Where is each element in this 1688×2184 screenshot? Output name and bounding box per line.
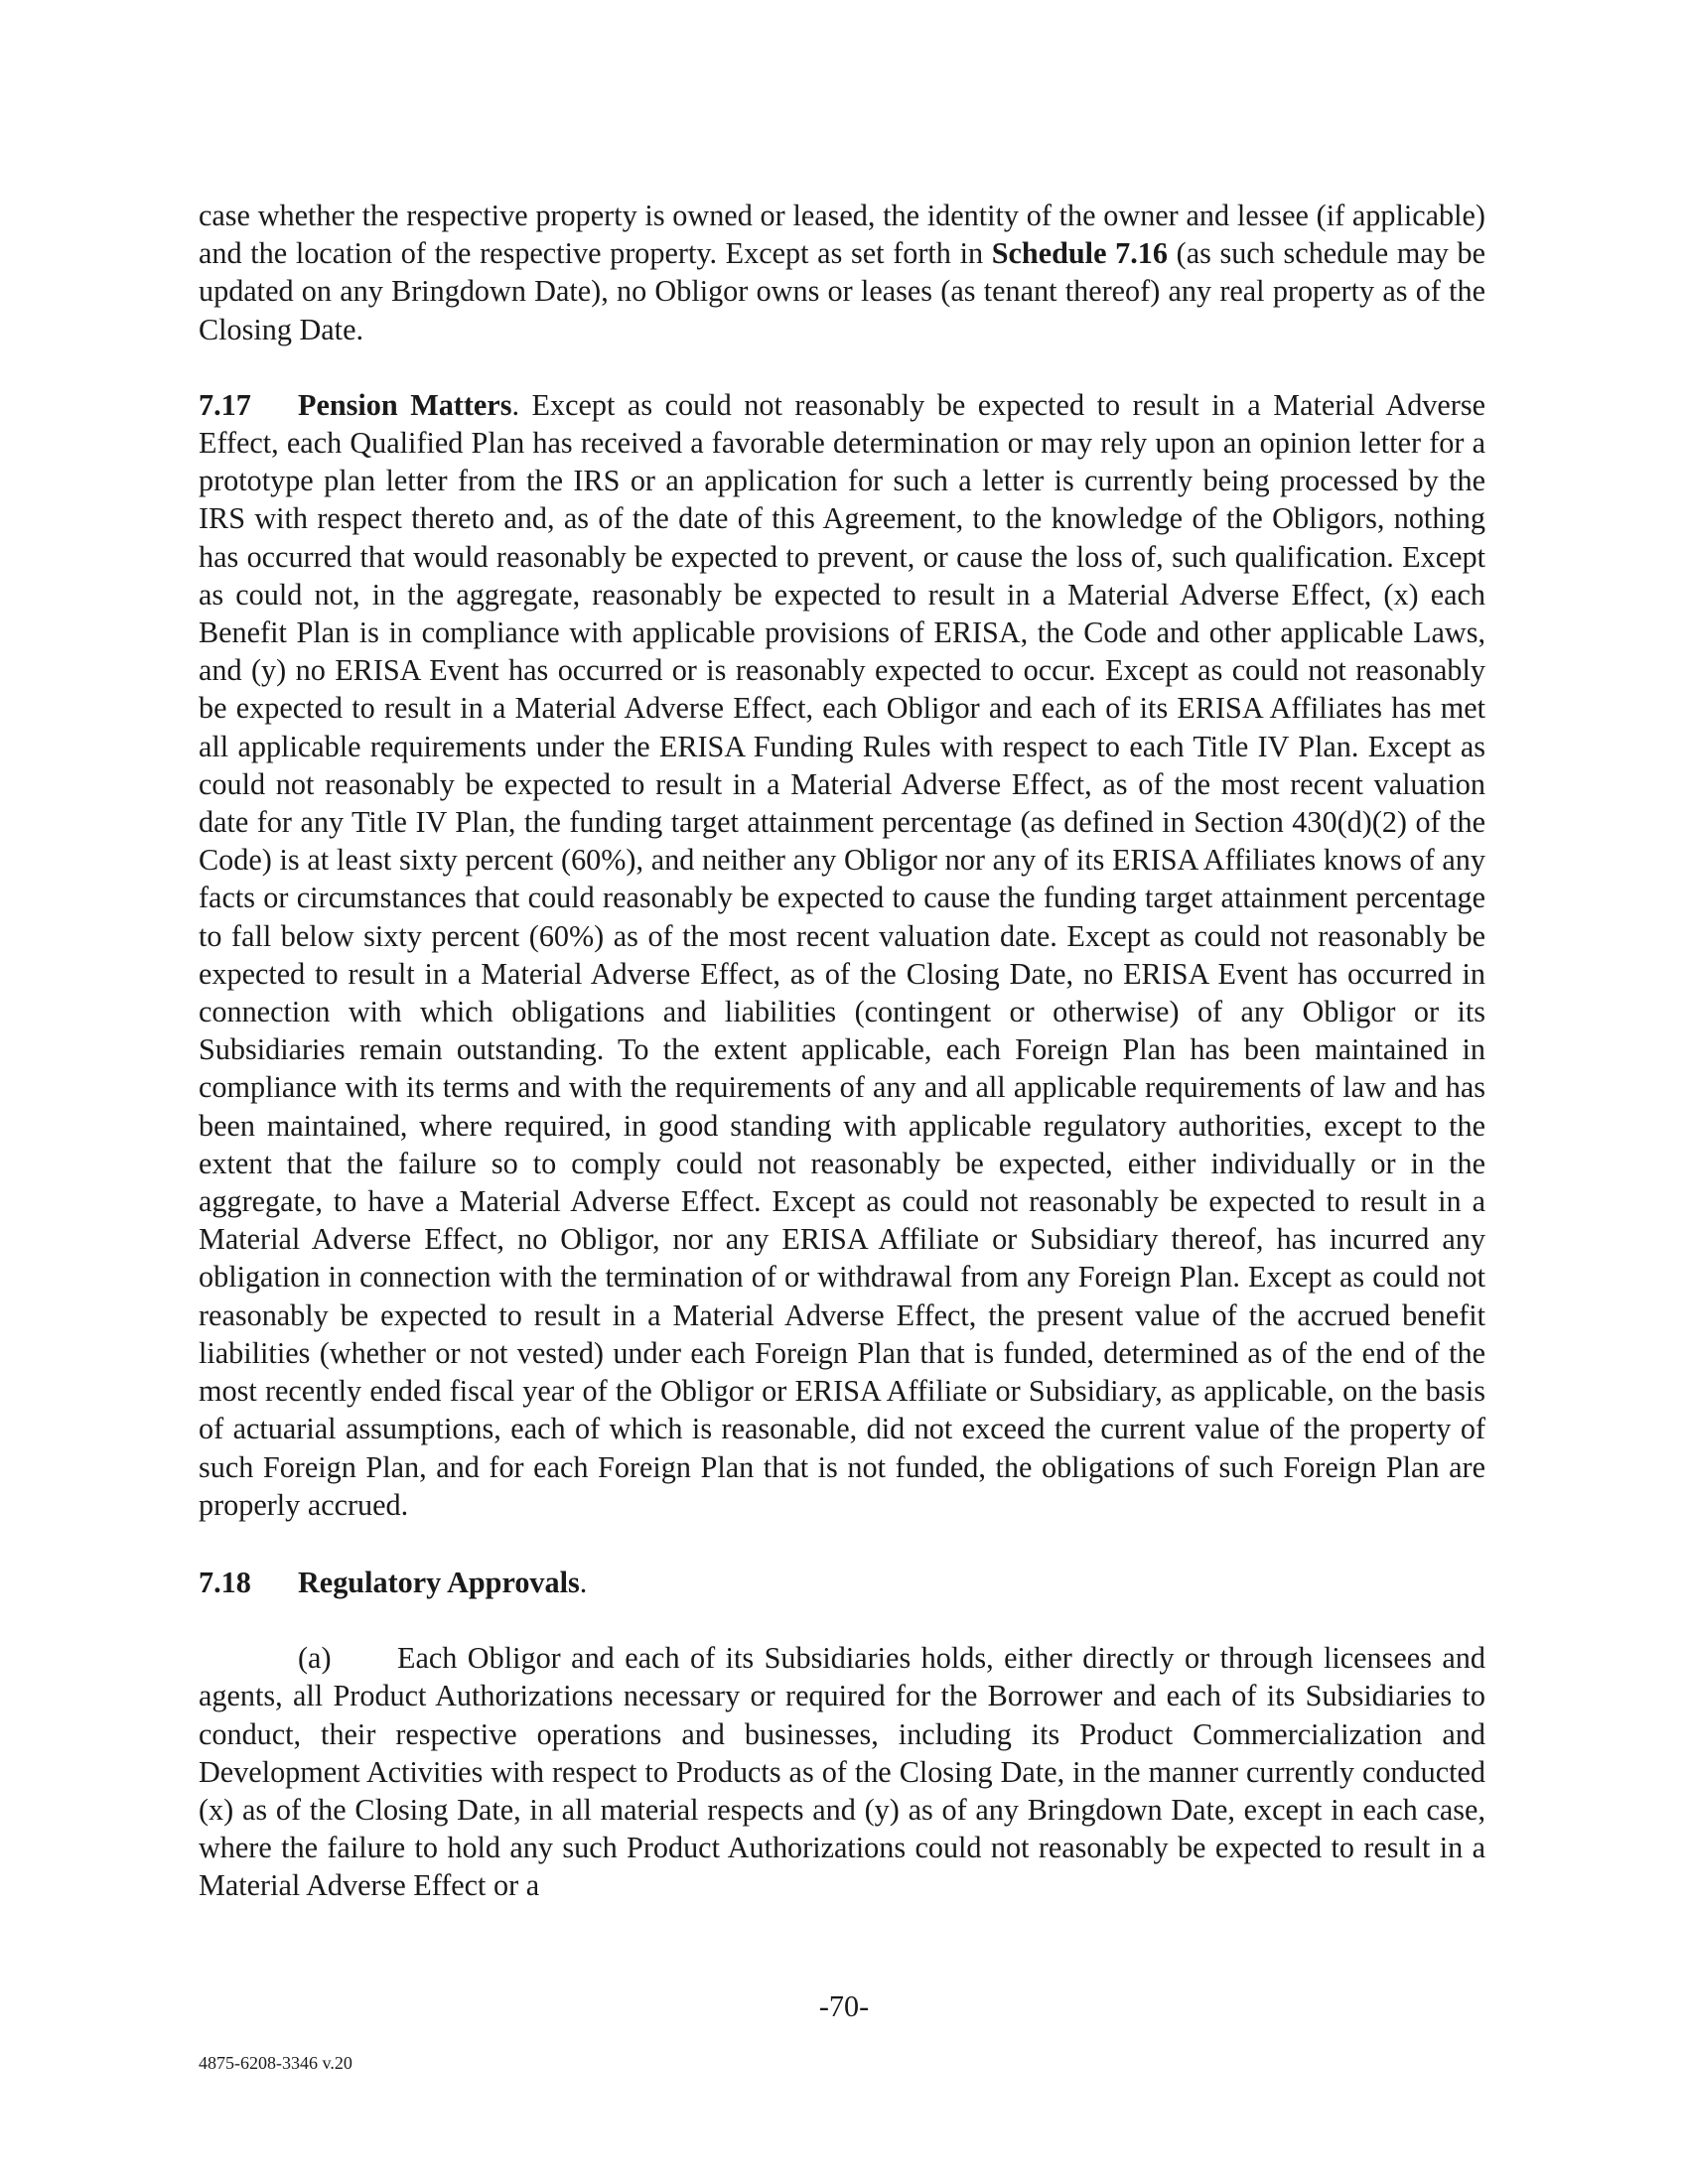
document-page: [199, 197, 1485, 1905]
section-number: 7.18: [199, 1565, 251, 1599]
continuation-text-1: case whether the respective property is owned or leased, the identity of the owner and lessee (if applicable) and the location of the respective property. Except as set forth in: [199, 199, 1485, 271]
schedule-reference: Schedule 7.16: [991, 236, 1168, 271]
subsection-text: Each Obligor and each of its Subsidiaries holds, either directly or through licensees and agents, all Product Authorizations necessary or required for the Borrower and each of its Subsidiaries to conduct, their respective operations and businesses, including its Product Commercialization and Development Activities with respect to Products as of the Closing Date, in the manner currently conducted (x) as of the Closing Date, in all material respects and (y) as of any Bringdown Date, except in each case, where the failure to hold any such Product Authorizations could not reasonably be expected to result in a Material Adverse Effect or a: [199, 1641, 1485, 1903]
section-7-18-heading: [199, 1564, 1485, 1601]
section-body: . Except as could not reasonably be expected to result in a Material Adverse Effect, each Qualified Plan has received a favorable determination or may rely upon an opinion letter for a prototype plan letter from the IRS or an application for such a letter is currently being processed by the IRS with respect thereto and, as of the date of this Agreement, to the knowledge of the Obligors, nothing has occurred that would reasonably be expected to prevent, or cause the loss of, such qualification. Except as could not, in the aggregate, reasonably be expected to result in a Material Adverse Effect, (x) each Benefit Plan is in compliance with applicable provisions of ERISA, the Code and other applicable Laws, and (y) no ERISA Event has occurred or is reasonably expected to occur. Except as could not reasonably be expected to result in a Material Adverse Effect, each Obligor and each of its ERISA Affiliates has met all applicable requirements under the ERISA Funding Rules with respect to each Title IV Plan. Except as could not reasonably be expected to result in a Material Adverse Effect, as of the most recent valuation date for any Title IV Plan, the funding target attainment percentage (as defined in Section 430(d)(2) of the Code) is at least sixty percent (60%), and neither any Obligor nor any of its ERISA Affiliates knows of any facts or circumstances that could reasonably be expected to cause the funding target attainment percentage to fall below sixty percent (60%) as of the most recent valuation date. Except as could not reasonably be expected to result in a Material Adverse Effect, as of the Closing Date, no ERISA Event has occurred in connection with which obligations and liabilities (contingent or otherwise) of any Obligor or its Subsidiaries remain outstanding. To the extent applicable, each Foreign Plan has been maintained in compliance with its terms and with the requirements of any and all applicable requirements of law and has been maintained, where required, in good standing with applicable regulatory authorities, except to the extent that the failure so to comply could not reasonably be expected, either individually or in the aggregate, to have a Material Adverse Effect. Except as could not reasonably be expected to result in a Material Adverse Effect, no Obligor, nor any ERISA Affiliate or Subsidiary thereof, has incurred any obligation in connection with the termination of or withdrawal from any Foreign Plan. Except as could not reasonably be expected to result in a Material Adverse Effect, the present value of the accrued benefit liabilities (whether or not vested) under each Foreign Plan that is funded, determined as of the end of the most recently ended fiscal year of the Obligor or ERISA Affiliate or Subsidiary, as applicable, on the basis of actuarial assumptions, each of which is reasonable, did not exceed the current value of the property of such Foreign Plan, and for each Foreign Plan that is not funded, the obligations of such Foreign Plan are properly accrued.: [199, 387, 1485, 1522]
continuation-paragraph: [199, 197, 1485, 348]
section-title: Pension Matters: [298, 387, 512, 422]
section-title: Regulatory Approvals: [298, 1565, 580, 1599]
continuation-text-2: (as such schedule may be updated on any Bringdown Date), no Obligor owns or leases (as tenant thereof) any real property as of the Closing Date.: [199, 236, 1485, 346]
section-title-punctuation: .: [579, 1565, 588, 1599]
document-id: 4875-6208-3346 v.20: [199, 2053, 352, 2073]
page-number: -70-: [818, 1989, 870, 2023]
section-7-17-paragraph: [199, 386, 1485, 1524]
subsection-a-paragraph: [199, 1639, 1485, 1904]
subsection-label: (a): [298, 1641, 332, 1676]
section-number: 7.17: [199, 387, 251, 422]
